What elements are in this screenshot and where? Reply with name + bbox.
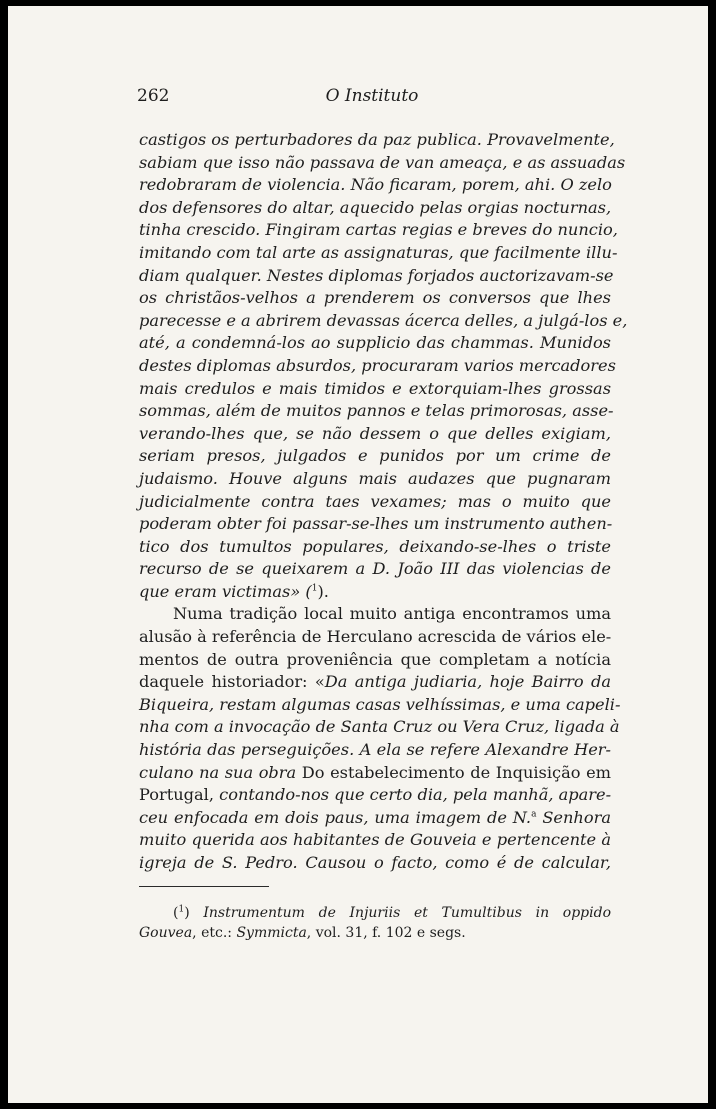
page-number: 262 <box>137 86 170 106</box>
text-run: Gouvea <box>139 925 193 941</box>
text-run: Instrumentum de Injuriis et Tumultibus in oppido <box>203 905 612 921</box>
text-run: muito querida aos habitantes de Gouveia e pertencente à <box>139 830 611 850</box>
text-line <box>139 536 611 559</box>
text-line <box>139 762 611 785</box>
text-run: Numa tradição local muito antiga encontramos uma <box>173 604 611 624</box>
text-line <box>139 468 611 491</box>
text-run: Portugal, <box>139 785 220 805</box>
text-run: culano na sua obra <box>139 762 302 782</box>
text-run: dos defensores do altar, aquecido pelas orgias nocturnas, <box>139 197 612 217</box>
text-line <box>139 265 614 288</box>
book-page <box>8 6 708 1103</box>
text-run: Da antiga judiaria, hoje Bairro da <box>324 672 611 692</box>
text-line <box>139 242 618 265</box>
text-run: , etc.: <box>192 925 237 941</box>
text-run: imitando com tal arte as assignaturas, que facilmente illu- <box>139 242 618 262</box>
footnote-divider <box>139 886 269 887</box>
text-run: nha com a invocação de Santa Cruz ou Vera Cruz, ligada à <box>139 717 620 737</box>
text-run: destes diplomas absurdos, procuraram varios mercadores <box>139 355 616 375</box>
text-line <box>139 739 611 762</box>
text-run: castigos os perturbadores da paz publica. Provavelmente, <box>139 130 615 149</box>
text-line <box>139 649 611 672</box>
text-run: mentos de outra proveniência que completam a notícia <box>139 649 611 669</box>
text-line <box>139 287 611 310</box>
footnote-line <box>139 923 611 943</box>
text-line <box>139 332 611 355</box>
text-line <box>139 784 611 807</box>
text-line <box>139 807 611 830</box>
text-line <box>139 378 611 401</box>
text-line <box>139 852 611 875</box>
footnote-marker: 1 <box>311 583 318 594</box>
text-run: sabiam que isso não passava de van ameaça, e as assuadas <box>139 152 626 172</box>
text-run: judicialmente contra taes vexames; mas o muito que <box>139 491 611 511</box>
text-run: sommas, além de muitos pannos e telas primorosas, asse- <box>139 401 614 421</box>
text-run: alusão à referência de Herculano acrescida de vários ele- <box>139 627 612 647</box>
text-line <box>139 423 611 446</box>
text-run: tico dos tumultos populares, deixando-se-lhes o triste <box>139 536 611 556</box>
footnote-marker: 1 <box>178 904 185 915</box>
text-line <box>139 197 611 220</box>
text-line <box>139 558 611 581</box>
footnote-line <box>139 903 611 923</box>
text-run: recurso de se queixarem a D. João III das violencias de <box>139 559 611 579</box>
text-run: história das perseguições. A ela se refere Alexandre Her- <box>139 740 611 760</box>
text-line <box>139 513 611 536</box>
text-run: ceu enfocada em dois paus, uma imagem de N. <box>139 807 532 827</box>
text-run: diam qualquer. Nestes diplomas forjados auctorizavam-se <box>139 265 614 285</box>
text-run: contando-nos que certo dia, pela manhã, apare- <box>219 785 612 805</box>
text-run: daquele historiador: « <box>139 672 325 692</box>
text-run: Do estabelecimento de Inquisição em <box>301 762 611 782</box>
text-line <box>139 491 611 514</box>
text-run: mais credulos e mais timidos e extorquiam-lhes grossas <box>139 378 611 398</box>
body-text <box>139 129 628 875</box>
text-run: ( <box>173 905 179 921</box>
text-line <box>139 174 611 197</box>
page-header <box>137 86 607 114</box>
text-run: verando-lhes que, se não dessem o que delles exigiam, <box>139 423 611 443</box>
text-run: redobraram de violencia. Não ficaram, porem, ahi. O zelo <box>139 175 612 195</box>
text-run: que eram victimas» ( <box>139 581 312 601</box>
text-line <box>139 310 628 333</box>
text-run: parecesse e a abrirem devassas ácerca delles, a julgá-los e, <box>139 310 628 330</box>
footnote-marker: a <box>531 809 537 820</box>
text-line <box>139 129 615 152</box>
text-run: , vol. 31, f. 102 e segs. <box>306 925 466 941</box>
text-line <box>139 671 611 694</box>
text-run: Symmicta <box>236 925 307 941</box>
text-line <box>139 152 626 175</box>
text-run: até, a condemná-los ao supplicio das chammas. Munidos <box>139 333 611 353</box>
text-line <box>139 355 616 378</box>
text-run: Biqueira, restam algumas casas velhíssimas, e uma capeli- <box>139 694 621 714</box>
text-line <box>139 694 621 717</box>
text-line <box>139 581 611 604</box>
text-line <box>139 716 620 739</box>
text-run: igreja de S. Pedro. Causou o facto, como é de calcular, <box>139 853 611 872</box>
text-run: Senhora <box>536 807 611 827</box>
text-run: ) <box>184 905 204 921</box>
footnote <box>139 903 611 943</box>
text-line <box>139 400 614 423</box>
text-run: seriam presos, julgados e punidos por um crime de <box>139 446 611 466</box>
text-line <box>139 603 611 626</box>
text-line <box>139 219 618 242</box>
text-run: os christãos-velhos a prenderem os conversos que lhes <box>139 288 611 308</box>
text-line <box>139 829 611 852</box>
text-run: judaismo. Houve alguns mais audazes que pugnaram <box>139 468 611 488</box>
text-run: ). <box>317 581 329 601</box>
text-line <box>139 445 611 468</box>
text-line <box>139 626 611 649</box>
text-run: poderam obter foi passar-se-lhes um instrumento authen- <box>139 514 613 534</box>
text-run: tinha crescido. Fingiram cartas regias e breves do nuncio, <box>139 220 618 240</box>
running-title: O Instituto <box>325 86 419 106</box>
